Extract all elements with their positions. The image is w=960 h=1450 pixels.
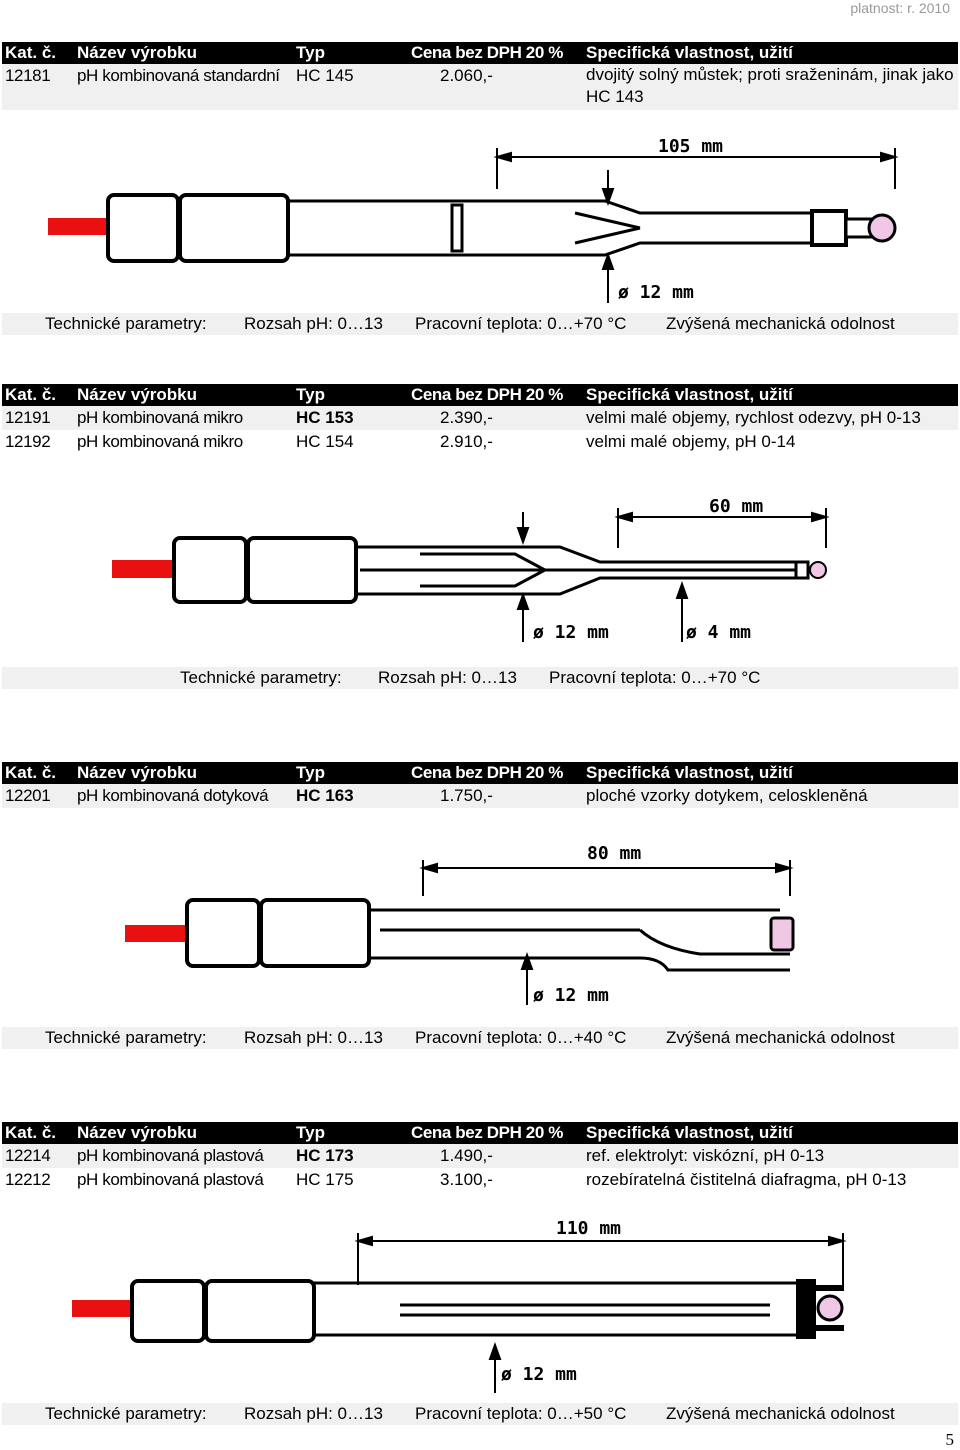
params-extra: Zvýšená mechanická odolnost xyxy=(666,1028,895,1047)
header-kat: Kat. č. xyxy=(5,763,57,782)
header-spec: Specifická vlastnost, užití xyxy=(586,763,793,782)
cell-typ: HC 175 xyxy=(296,1170,354,1189)
dim-diameter: ø 12 mm xyxy=(533,622,609,643)
params-temp: Pracovní teplota: 0…+40 °C xyxy=(415,1028,627,1047)
electrode-head xyxy=(187,900,259,966)
dim-diameter: ø 12 mm xyxy=(501,1364,577,1385)
params-label: Technické parametry: xyxy=(180,668,342,687)
technical-params-1 xyxy=(2,313,958,335)
params-extra: Zvýšená mechanická odolnost xyxy=(666,1404,895,1423)
table-header xyxy=(2,384,958,406)
cell-spec: rozebíratelná čistitelná diafragma, pH 0-13 xyxy=(586,1170,907,1189)
params-extra: Zvýšená mechanická odolnost xyxy=(666,314,895,333)
electrode-head xyxy=(174,538,246,602)
table-row xyxy=(2,1144,958,1168)
params-range: Rozsah pH: 0…13 xyxy=(244,314,383,333)
cell-spec: velmi malé objemy, rychlost odezvy, pH 0-13 xyxy=(586,408,921,427)
params-range: Rozsah pH: 0…13 xyxy=(378,668,517,687)
cell-name: pH kombinovaná mikro xyxy=(77,408,243,427)
cell-price: 1.750,- xyxy=(440,786,493,805)
params-temp: Pracovní teplota: 0…+70 °C xyxy=(415,314,627,333)
cell-name: pH kombinovaná plastová xyxy=(77,1146,264,1165)
cell-kat: 12192 xyxy=(5,432,51,451)
table-row xyxy=(2,784,958,808)
header-name: Název výrobku xyxy=(77,385,197,404)
header-spec: Specifická vlastnost, užití xyxy=(586,43,793,62)
cell-typ: HC 173 xyxy=(296,1146,354,1165)
dim-length: 110 mm xyxy=(556,1218,622,1239)
header-name: Název výrobku xyxy=(77,43,197,62)
header-name: Název výrobku xyxy=(77,763,197,782)
table-row xyxy=(2,430,958,454)
page-number: 5 xyxy=(945,1430,954,1449)
cell-price: 1.490,- xyxy=(440,1146,493,1165)
table-header xyxy=(2,42,958,64)
electrode-head xyxy=(108,195,178,261)
dim-diameter: ø 12 mm xyxy=(533,985,609,1006)
plastic-shield xyxy=(796,1279,816,1339)
header-typ: Typ xyxy=(296,763,325,782)
dim-length: 80 mm xyxy=(587,843,642,864)
header-name: Název výrobku xyxy=(77,1123,197,1142)
shield-prong-bottom xyxy=(816,1325,844,1331)
cell-kat: 12181 xyxy=(5,66,51,85)
header-price: Cena bez DPH 20 % xyxy=(411,1123,563,1142)
technical-params-4 xyxy=(2,1403,958,1425)
cell-spec: velmi malé objemy, pH 0-14 xyxy=(586,432,796,451)
header-price: Cena bez DPH 20 % xyxy=(411,385,563,404)
technical-params-3 xyxy=(2,1027,958,1049)
params-temp: Pracovní teplota: 0…+50 °C xyxy=(415,1404,627,1423)
validity-note: platnost: r. 2010 xyxy=(850,0,950,16)
header-typ: Typ xyxy=(296,385,325,404)
cell-spec: ploché vzorky dotykem, celoskleněná xyxy=(586,786,868,805)
electrode-drawing-hc173 xyxy=(0,1205,960,1400)
cell-kat: 12201 xyxy=(5,786,51,805)
glass-bulb xyxy=(869,215,895,241)
table-row xyxy=(2,406,958,430)
header-kat: Kat. č. xyxy=(5,385,57,404)
product-section-2 xyxy=(2,384,958,454)
electrode-cap xyxy=(261,900,369,966)
electrode-body xyxy=(314,1283,800,1335)
cell-typ: HC 153 xyxy=(296,408,354,427)
params-label: Technické parametry: xyxy=(45,1028,207,1047)
shield-prong-top xyxy=(816,1285,844,1291)
tip-neck xyxy=(796,562,808,578)
params-temp: Pracovní teplota: 0…+70 °C xyxy=(549,668,761,687)
electrode-cap xyxy=(206,1281,314,1341)
cell-typ: HC 145 xyxy=(296,66,354,85)
electrode-drawing-hc163 xyxy=(0,830,960,1015)
glass-bulb xyxy=(818,1296,842,1320)
cable xyxy=(48,218,110,235)
table-row xyxy=(2,1168,958,1192)
cell-typ: HC 163 xyxy=(296,786,354,805)
electrode-drawing-hc153 xyxy=(0,490,960,650)
cell-price: 2.390,- xyxy=(440,408,493,427)
table-row xyxy=(2,64,958,110)
flat-membrane xyxy=(771,918,793,950)
electrode-body xyxy=(369,910,790,970)
header-price: Cena bez DPH 20 % xyxy=(411,763,563,782)
product-section-4 xyxy=(2,1122,958,1192)
product-section-3 xyxy=(2,762,958,808)
cell-price: 2.910,- xyxy=(440,432,493,451)
technical-params-2 xyxy=(2,667,958,689)
electrode-body xyxy=(356,547,800,594)
cell-price: 2.060,- xyxy=(440,66,493,85)
electrode-body xyxy=(288,201,820,255)
table-header xyxy=(2,762,958,784)
header-kat: Kat. č. xyxy=(5,1123,57,1142)
product-section-1 xyxy=(2,42,958,110)
cell-kat: 12191 xyxy=(5,408,51,427)
cell-name: pH kombinovaná mikro xyxy=(77,432,243,451)
header-price: Cena bez DPH 20 % xyxy=(411,43,563,62)
dim-diameter: ø 12 mm xyxy=(618,282,694,303)
cell-name: pH kombinovaná standardní xyxy=(77,66,280,85)
params-label: Technické parametry: xyxy=(45,314,207,333)
glass-bulb xyxy=(810,562,826,578)
header-typ: Typ xyxy=(296,1123,325,1142)
cell-name: pH kombinovaná plastová xyxy=(77,1170,264,1189)
electrode-head xyxy=(132,1281,204,1341)
params-label: Technické parametry: xyxy=(45,1404,207,1423)
header-spec: Specifická vlastnost, užití xyxy=(586,1123,793,1142)
electrode-drawing-hc145 xyxy=(0,125,960,315)
cell-typ: HC 154 xyxy=(296,432,354,451)
cell-kat: 12212 xyxy=(5,1170,51,1189)
dim-length: 60 mm xyxy=(709,496,764,517)
cable xyxy=(125,925,189,942)
header-spec: Specifická vlastnost, užití xyxy=(586,385,793,404)
cell-kat: 12214 xyxy=(5,1146,51,1165)
cable xyxy=(112,560,176,578)
header-typ: Typ xyxy=(296,43,325,62)
params-range: Rozsah pH: 0…13 xyxy=(244,1028,383,1047)
cable xyxy=(72,1300,134,1317)
junction xyxy=(812,211,846,245)
table-header xyxy=(2,1122,958,1144)
electrode-cap xyxy=(180,195,288,261)
cell-name: pH kombinovaná dotyková xyxy=(77,786,269,805)
cell-spec: ref. elektrolyt: viskózní, pH 0-13 xyxy=(586,1146,825,1165)
electrode-cap xyxy=(248,538,356,602)
dim-tip-diameter: ø 4 mm xyxy=(686,622,752,643)
params-range: Rozsah pH: 0…13 xyxy=(244,1404,383,1423)
dim-length: 105 mm xyxy=(658,136,724,157)
cell-spec: dvojitý solný můstek; proti sraženinám, jinak jako HC 143 xyxy=(586,65,954,106)
cell-price: 3.100,- xyxy=(440,1170,493,1189)
header-kat: Kat. č. xyxy=(5,43,57,62)
